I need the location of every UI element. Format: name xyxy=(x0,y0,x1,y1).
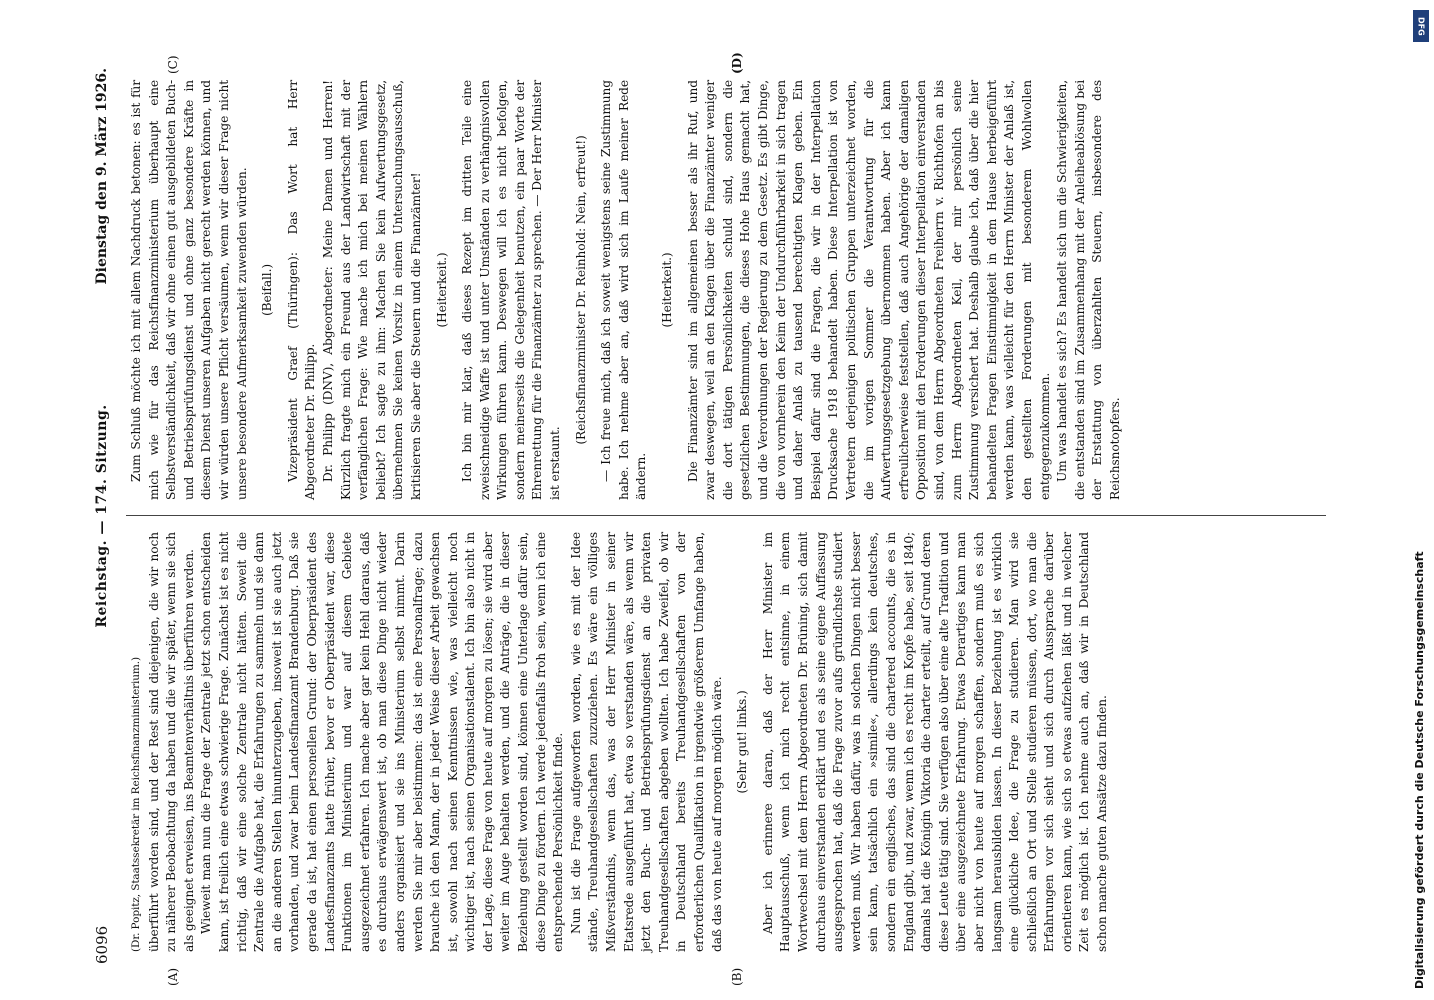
laughter-note: (Heiterkeit.) xyxy=(660,252,675,328)
dfg-logo: DFG xyxy=(1413,10,1429,42)
digitization-note: Digitalisierung gefördert durch die Deutsche Forschungsgemeinschaft xyxy=(1413,551,1426,989)
session-date: Dienstag den 9. März 1926. xyxy=(94,68,110,285)
paragraph: Die Finanzämter sind im allgemeinen besser als ihr Ruf, und zwar deswegen, weil an den Klagen über die Finanzämter weniger die dort tätigen Persönlichkeiten schuld sind, sondern die gesetzlichen Bestimmungen, die dieses Hohe Haus gemacht hat, und die Verordnungen der Regierung zu dem Gesetz. Es gibt Dinge, die von vornherein den Keim der Undurchführbarkeit in sich tragen und daher Anlaß zu tausend berechtigten Klagen geben. Ein Beispiel dafür sind die Fragen, die wir in der Interpellation Drucksache 1918 behandelt haben. Diese Interpellation ist von Vertretern derjenigen politischen Gruppen unterzeichnet worden, die im vorigen Sommer die Verantwortung für die Aufwertungsgesetzgebung übernommen haben. Aber ich kann erfreulicherweise feststellen, daß auch Angehörige der damaligen Opposition mit den Forderungen dieser Interpellation einverstanden sind, von dem Herrn Abgeordneten Freiherrn v. Richthofen an bis zum Herrn Abgeordneten Keil, der mir persönlich seine Zustimmung versichert hat. Deshalb glaube ich, daß über die hier behandelten Fragen Einstimmigkeit in dem Hause herbeigeführt werden kann, was vielleicht für den Herrn Minister der Anlaß ist, den gestellten Forderungen mit besonderem Wohlwollen entgegenzukommen. xyxy=(685,80,1052,500)
margin-mark-c: (C) xyxy=(166,55,180,74)
paragraph: Nun ist die Frage aufgeworfen worden, wie es mit der Idee stände, Treuhandgesellschaften zuzuziehen. Es wäre ein völliges Mißverständnis, wenn das, was der Herr Minister in seiner Etatsrede ausgeführt hat, etwa so verstanden wäre, als wenn wir jetzt den Buch- und Betriebsprüfungsdienst an die privaten Treuhandgesellschaften abgeben wollten. Ich habe Zweifel, ob wir in Deutschland bereits Treuhandgesellschaften von der erforderlichen Qualifikation in irgendwie größerem Umfange haben, daß das von heute auf morgen möglich wäre. xyxy=(568,532,724,952)
paragraph: überführt worden sind, und der Rest sind diejenigen, die wir noch zu näherer Beobachtung da haben und die wir später, wenn sie sich als geeignet erweisen, ins Beamtenverhältnis überführen werden. xyxy=(146,532,196,952)
paragraph: Wieweit man nun die Frage der Zentrale jetzt schon entscheiden kann, ist freilich eine etwas schwierige Frage. Zunächst ist es nicht richtig, daß wir eine solche Zentrale nicht hätten. Soweit die Zentrale die Aufgabe hat, die Erfahrungen zu sammeln und sie dann an die anderen Stellen hinunterzugeben, insoweit ist sie auch jetzt vorhanden, und zwar beim Landesfinanzamt Brandenburg. Daß sie gerade da ist, hat einen personellen Grund: der Oberpräsident des Landesfinanzamts hatte früher, bevor er Oberpräsident war, diese Funktionen im Ministerium und war auf diesem Gebiete ausgezeichnet erfahren. Ich mache aber gar kein Hehl daraus, daß es durchaus erwägenswert ist, ob man diese Dinge nicht wieder anders organisiert und sie ins Ministerium selbst nimmt. Darin werden Sie mir aber beistimmen: das ist eine Personalfrage; dazu brauche ich den Mann, der in jeder Weise dieser Arbeit gewachsen ist, sowohl nach seinen Kenntnissen wie, was vielleicht noch wichtiger ist, nach seinen Organisationstalent. Ich bin also nicht in der Lage, diese Frage von heute auf morgen zu lösen; sie wird aber weiter im Auge behalten werden, und die Anträge, die in dieser Beziehung gestellt worden sind, können eine Unterlage dafür sein, diese Dinge zu fördern. Ich werde jedenfalls froh sein, wenn ich eine entsprechende Persönlichkeit finde. xyxy=(199,532,566,952)
page-header xyxy=(84,68,120,964)
page-title: Reichstag. — 174. Sitzung. xyxy=(94,404,110,628)
paragraph: Ich bin mir klar, daß dieses Rezept im dritten Teile eine zweischneidige Waffe ist und unter Umständen zu verhängnisvollen Wirkungen führen kann. Deswegen will ich es nicht befolgen, sondern meinerseits die Gelegenheit benutzen, ein paar Worte der Ehrenrettung für die Finanzämter zu sprechen. — Der Herr Minister ist erstaunt. xyxy=(460,80,563,500)
paragraph: — Ich freue mich, daß ich soweit wenigstens seine Zustimmung habe. Ich nehme aber an, daß wird sich im Laufe meiner Rede ändern. xyxy=(599,80,649,500)
digitization-sidebar xyxy=(1411,4,1433,996)
margin-mark-a: (A) xyxy=(166,967,180,986)
rotated-document-page xyxy=(70,40,1370,992)
vice-president-line: Vizepräsident Graef (Thüringen): Das Wort hat Herr Abgeordneter Dr. Philipp. xyxy=(285,80,318,500)
paragraph: Aber ich erinnere daran, daß der Herr Minister im Hauptausschuß, wenn ich mich recht entsinne, in einem Wortwechsel mit dem Herrn Abgeordneten Dr. Brüning, sich damit durchaus einverstanden erklärt und es als seine eigene Auffassung ausgesprochen hat, daß die Frage zuvor aufs gründlichste studiert werden muß. Wir haben dafür, was in solchen Dingen nicht besser sein kann, tatsächlich ein »simile«, allerdings kein deutsches, sondern ein englisches, das sind die chartered accounts, die es in England gibt, und zwar, wenn ich es recht im Kopfe habe, seit 1840; damals hat die Königin Viktoria die charter erteilt, auf Grund deren diese Leute tätig sind. Sie verfügen also über eine alte Tradition und über eine ausgezeichnete Erfahrung. Etwas Derartiges kann man aber nicht von heute auf morgen schaffen, sondern muß es sich langsam herausbilden lassen. In dieser Beziehung ist es wirklich eine glückliche Idee, die Frage zu studieren. Man wird sie schließlich an Ort und Stelle studieren müssen, dort, wo man die Erfahrungen vor sich sieht und sich durch Aussprache darüber orientieren kann, wie sich so etwas aufziehen läßt und in welcher Zeit es möglich ist. Ich nehme auch an, daß wir in Deutschland schon manche guten Ansätze dazu finden. xyxy=(760,532,1110,952)
paragraph: Zum Schluß möchte ich mit allem Nachdruck betonen: es ist für mich wie für das Reichsfinanzministerium überhaupt eine Selbstverständlichkeit, daß wir ohne einen gut ausgebildeten Buch- und Betriebsprüfungsdienst und ohne ganz besondere Kräfte in diesem Dienst unseren Aufgaben nicht gerecht werden können, und wir würden unsere Pflicht versäumen, wenn wir dieser Frage nicht unsere besondere Aufmerksamkeit zuwenden würden. xyxy=(129,80,249,500)
margin-mark-b: (B) xyxy=(730,967,744,986)
speaker-line: (Dr. Popitz, Staatssekretär im Reichsfinanzministerium.) xyxy=(130,656,142,952)
applause-note: (Beifall.) xyxy=(260,263,275,317)
laughter-note: (Heiterkeit.) xyxy=(434,252,449,328)
page-number: 6096 xyxy=(93,925,111,964)
left-column xyxy=(128,532,1112,952)
paragraph: Um was handelt es sich? Es handelt sich um die Schwierigkeiten, die entstanden sind im Zusammenhang mit der Anleiheablösung bei der Erstattung von überzahlten Steuern, insbesondere des Reichsnotopfers. xyxy=(1055,80,1122,500)
speaker-paragraph: Dr. Philipp (DNV), Abgeordneter: Meine Damen und Herren! Kürzlich fragte mich ein Freund aus der Landwirtschaft mit der verfänglichen Frage: Wie mache ich mich bei meinen Wählern beliebt? Ich sagte zu ihm: Machen Sie kein Aufwertungsgesetz, übernehmen Sie keinen Vorsitz in einem Untersuchungsausschuß, kritisieren Sie aber die Steuern und die Finanzämter! xyxy=(320,80,423,500)
applause-note: (Sehr gut! links.) xyxy=(735,690,750,794)
margin-mark-d: (D) xyxy=(730,52,744,74)
interjection: (Reichsfinanzminister Dr. Reinhold: Nein, erfreut!) xyxy=(573,135,588,445)
right-column xyxy=(128,80,1124,500)
column-divider xyxy=(126,515,1326,516)
